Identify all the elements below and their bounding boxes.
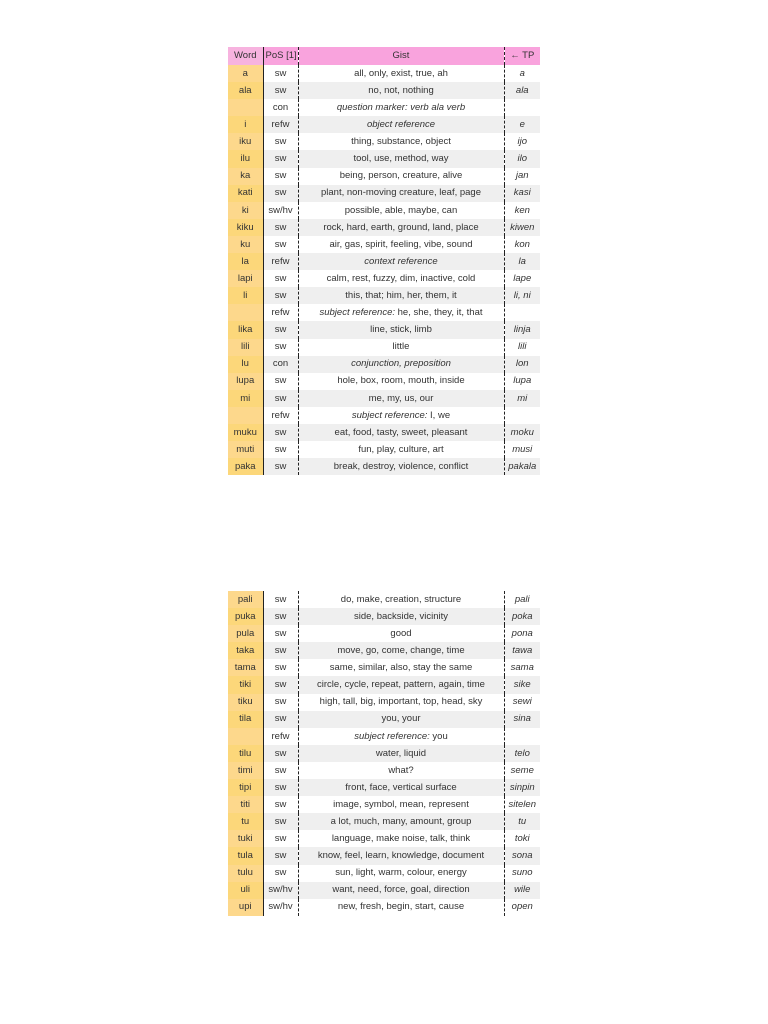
- tp-cell: pakala: [504, 458, 540, 475]
- tp-cell: musi: [512, 443, 533, 455]
- gist-cell: do, make, creation, structure: [298, 591, 504, 608]
- gist-cell: a lot, much, many, amount, group: [298, 813, 504, 830]
- word-cell: kati: [228, 185, 263, 202]
- pos-cell: sw/hv: [263, 882, 298, 899]
- table-body-1: [228, 65, 540, 475]
- table-body-2: [228, 591, 540, 916]
- table-row: [228, 762, 540, 779]
- tp-cell: sama: [510, 662, 534, 674]
- tp-cell: lape: [513, 272, 532, 284]
- table-row: [228, 625, 540, 642]
- tp-cell: e: [504, 116, 540, 133]
- table-row: [228, 728, 540, 745]
- pos-cell: sw: [263, 711, 298, 728]
- gist-text: he, she, they, it, that: [395, 307, 483, 319]
- pos-cell: sw: [263, 219, 298, 236]
- gist-cell: good: [298, 625, 504, 642]
- word-cell: mi: [228, 390, 263, 407]
- tp-cell: sinpin: [504, 779, 540, 796]
- table-row: [228, 99, 540, 116]
- pos-cell: refw: [263, 728, 298, 745]
- pos-cell: sw: [263, 642, 298, 659]
- tp-cell: sitelen: [508, 798, 536, 810]
- table-row: [228, 287, 540, 304]
- pos-cell: sw: [263, 625, 298, 642]
- word-cell: li: [228, 287, 263, 304]
- table-row: [228, 745, 540, 762]
- gist-cell: line, stick, limb: [298, 321, 504, 338]
- pos-cell: sw: [263, 591, 298, 608]
- pos-cell: sw: [263, 339, 298, 356]
- word-cell: tiki: [228, 676, 263, 693]
- word-cell: tulu: [228, 865, 263, 882]
- table-row: [228, 65, 540, 82]
- table-row: [228, 847, 540, 864]
- word-cell: ilu: [228, 150, 263, 167]
- word-cell: la: [228, 253, 263, 270]
- gist-cell: rock, hard, earth, ground, land, place: [298, 219, 504, 236]
- word-cell: [228, 407, 263, 424]
- word-cell: muku: [228, 424, 263, 441]
- pos-cell: sw: [263, 847, 298, 864]
- gist-cell: [298, 728, 504, 745]
- pos-cell: sw/hv: [263, 202, 298, 219]
- tp-cell: [504, 728, 540, 745]
- gist-text: you: [429, 730, 448, 742]
- gist-cell: move, go, come, change, time: [298, 642, 504, 659]
- tp-cell: tawa: [504, 642, 540, 659]
- word-cell: ku: [228, 236, 263, 253]
- tp-cell: poka: [504, 608, 540, 625]
- tp-cell: ijo: [517, 136, 527, 148]
- tp-cell: jan: [515, 170, 529, 182]
- pos-cell: sw: [263, 458, 298, 475]
- gist-cell: sun, light, warm, colour, energy: [298, 865, 504, 882]
- tp-cell: kon: [514, 238, 530, 250]
- word-cell: kiku: [228, 219, 263, 236]
- header-tp: ← TP: [504, 47, 540, 65]
- gist-cell: know, feel, learn, knowledge, document: [298, 847, 504, 864]
- lexicon-table-2: [228, 591, 540, 916]
- gist-cell: me, my, us, our: [298, 390, 504, 407]
- gist-cell: [298, 407, 504, 424]
- table-row: [228, 441, 540, 458]
- word-cell: titi: [228, 796, 263, 813]
- table-row: [228, 779, 540, 796]
- word-cell: tuki: [228, 830, 263, 847]
- word-cell: i: [228, 116, 263, 133]
- word-cell: lapi: [228, 270, 263, 287]
- gist-cell: circle, cycle, repeat, pattern, again, time: [298, 676, 504, 693]
- table-row: [228, 899, 540, 916]
- tp-cell: pona: [511, 627, 533, 639]
- pos-cell: sw: [263, 694, 298, 711]
- tp-cell: open: [511, 901, 533, 913]
- table-row: [228, 694, 540, 711]
- word-cell: pula: [228, 625, 263, 642]
- tp-cell: mi: [504, 390, 540, 407]
- gist-italic: object reference: [366, 119, 436, 131]
- gist-italic: subject reference:: [351, 409, 428, 421]
- table-row: [228, 458, 540, 475]
- header-word: Word: [228, 47, 263, 65]
- tp-cell: li, ni: [504, 287, 540, 304]
- tp-cell: lon: [504, 356, 540, 373]
- table-row: [228, 711, 540, 728]
- pos-cell: sw: [263, 270, 298, 287]
- gist-text: I, we: [427, 409, 451, 421]
- table-row: [228, 236, 540, 253]
- word-cell: ki: [228, 202, 263, 219]
- gist-cell: want, need, force, goal, direction: [298, 882, 504, 899]
- word-cell: lika: [228, 321, 263, 338]
- tp-cell: kasi: [504, 185, 540, 202]
- word-cell: lu: [228, 356, 263, 373]
- table-row: [228, 608, 540, 625]
- gist-cell: all, only, exist, true, ah: [298, 65, 504, 82]
- gist-cell: water, liquid: [298, 745, 504, 762]
- word-cell: [228, 728, 263, 745]
- word-cell: [228, 304, 263, 321]
- gist-cell: [298, 99, 504, 116]
- pos-cell: sw: [263, 865, 298, 882]
- table-row: [228, 356, 540, 373]
- gist-cell: air, gas, spirit, feeling, vibe, sound: [298, 236, 504, 253]
- word-cell: tu: [228, 813, 263, 830]
- tp-cell: sona: [504, 847, 540, 864]
- table-row: [228, 373, 540, 390]
- pos-cell: sw: [263, 82, 298, 99]
- gist-cell: language, make noise, talk, think: [298, 830, 504, 847]
- table-row: [228, 424, 540, 441]
- table-row: [228, 168, 540, 185]
- gist-italic: question marker: verb ala verb: [336, 101, 466, 113]
- gist-cell: calm, rest, fuzzy, dim, inactive, cold: [298, 270, 504, 287]
- table-row: [228, 219, 540, 236]
- gist-cell: image, symbol, mean, represent: [298, 796, 504, 813]
- tp-cell: sewi: [512, 696, 532, 708]
- pos-cell: sw: [263, 608, 298, 625]
- gist-cell: side, backside, vicinity: [298, 608, 504, 625]
- lexicon-table-1: [228, 47, 540, 475]
- table-row: [228, 82, 540, 99]
- word-cell: taka: [228, 642, 263, 659]
- tp-cell: la: [504, 253, 540, 270]
- gist-cell: tool, use, method, way: [298, 150, 504, 167]
- gist-italic: conjunction, preposition: [351, 358, 451, 370]
- tp-cell: a: [519, 67, 525, 79]
- pos-cell: sw: [263, 779, 298, 796]
- pos-cell: refw: [263, 407, 298, 424]
- table-row: [228, 270, 540, 287]
- gist-italic: context reference: [364, 255, 438, 267]
- table-row: [228, 882, 540, 899]
- word-cell: tila: [228, 711, 263, 728]
- gist-cell: plant, non-moving creature, leaf, page: [298, 185, 504, 202]
- gist-cell: high, tall, big, important, top, head, sky: [298, 694, 504, 711]
- gist-cell: you, your: [298, 711, 504, 728]
- word-cell: tilu: [228, 745, 263, 762]
- gist-cell: same, similar, also, stay the same: [298, 659, 504, 676]
- table-row: [228, 676, 540, 693]
- pos-cell: refw: [263, 304, 298, 321]
- pos-cell: sw: [263, 762, 298, 779]
- pos-cell: sw: [263, 441, 298, 458]
- tp-cell: ala: [504, 82, 540, 99]
- pos-cell: sw: [263, 236, 298, 253]
- table-row: [228, 659, 540, 676]
- pos-cell: sw: [263, 390, 298, 407]
- table-row: [228, 407, 540, 424]
- header-pos: PoS [1]: [263, 47, 298, 65]
- tp-cell: sike: [504, 676, 540, 693]
- gist-cell: hole, box, room, mouth, inside: [298, 373, 504, 390]
- word-cell: timi: [228, 762, 263, 779]
- pos-cell: sw: [263, 830, 298, 847]
- pos-cell: refw: [263, 253, 298, 270]
- table-row: [228, 642, 540, 659]
- word-cell: puka: [228, 608, 263, 625]
- pos-cell: con: [263, 99, 298, 116]
- word-cell: paka: [228, 458, 263, 475]
- gist-italic: subject reference:: [319, 307, 395, 319]
- word-cell: tama: [228, 659, 263, 676]
- tp-cell: [504, 99, 540, 116]
- tp-cell: wile: [504, 882, 540, 899]
- gist-cell: fun, play, culture, art: [298, 441, 504, 458]
- table-row: [228, 830, 540, 847]
- gist-cell: thing, substance, object: [298, 133, 504, 150]
- tp-cell: ilo: [504, 150, 540, 167]
- gist-cell: being, person, creature, alive: [298, 168, 504, 185]
- pos-cell: sw/hv: [263, 899, 298, 916]
- table-row: [228, 133, 540, 150]
- gist-cell: little: [298, 339, 504, 356]
- header-gist: Gist: [298, 47, 504, 65]
- word-cell: tipi: [228, 779, 263, 796]
- pos-cell: sw: [263, 321, 298, 338]
- gist-cell: no, not, nothing: [298, 82, 504, 99]
- gist-cell: front, face, vertical surface: [298, 779, 504, 796]
- word-cell: a: [228, 65, 263, 82]
- word-cell: ka: [228, 168, 263, 185]
- tp-cell: telo: [504, 745, 540, 762]
- tp-cell: ken: [514, 204, 530, 216]
- gist-cell: [298, 116, 504, 133]
- pos-cell: sw: [263, 796, 298, 813]
- tp-cell: pali: [514, 593, 530, 605]
- pos-cell: sw: [263, 150, 298, 167]
- pos-cell: con: [263, 356, 298, 373]
- pos-cell: sw: [263, 745, 298, 762]
- table-row: [228, 321, 540, 338]
- gist-italic: subject reference:: [354, 730, 430, 742]
- gist-cell: possible, able, maybe, can: [298, 202, 504, 219]
- word-cell: lili: [228, 339, 263, 356]
- word-cell: [228, 99, 263, 116]
- table-row: [228, 202, 540, 219]
- gist-cell: new, fresh, begin, start, cause: [298, 899, 504, 916]
- gist-cell: eat, food, tasty, sweet, pleasant: [298, 424, 504, 441]
- pos-cell: sw: [263, 676, 298, 693]
- pos-cell: sw: [263, 65, 298, 82]
- tp-cell: toki: [514, 833, 530, 845]
- table-row: [228, 591, 540, 608]
- table-row: [228, 865, 540, 882]
- word-cell: uli: [228, 882, 263, 899]
- pos-cell: sw: [263, 287, 298, 304]
- tp-cell: sina: [504, 711, 540, 728]
- gist-cell: [298, 304, 504, 321]
- pos-cell: sw: [263, 424, 298, 441]
- pos-cell: refw: [263, 116, 298, 133]
- gist-cell: [298, 356, 504, 373]
- pos-cell: sw: [263, 373, 298, 390]
- tp-cell: seme: [510, 764, 534, 776]
- gist-cell: this, that; him, her, them, it: [298, 287, 504, 304]
- gist-cell: what?: [298, 762, 504, 779]
- pos-cell: sw: [263, 659, 298, 676]
- tp-cell: tu: [504, 813, 540, 830]
- table-row: [228, 150, 540, 167]
- table-row: [228, 253, 540, 270]
- table-row: [228, 813, 540, 830]
- table-row: [228, 796, 540, 813]
- tp-cell: lupa: [513, 375, 532, 387]
- gist-cell: break, destroy, violence, conflict: [298, 458, 504, 475]
- word-cell: tiku: [228, 694, 263, 711]
- pos-cell: sw: [263, 813, 298, 830]
- pos-cell: sw: [263, 185, 298, 202]
- word-cell: tula: [228, 847, 263, 864]
- tp-cell: [504, 407, 540, 424]
- table-header-row: [228, 47, 540, 65]
- tp-cell: kiwen: [504, 219, 540, 236]
- table-row: [228, 304, 540, 321]
- word-cell: iku: [228, 133, 263, 150]
- tp-cell: linja: [504, 321, 540, 338]
- word-cell: ala: [228, 82, 263, 99]
- tp-cell: lili: [518, 341, 527, 353]
- pos-cell: sw: [263, 168, 298, 185]
- word-cell: lupa: [228, 373, 263, 390]
- word-cell: muti: [228, 441, 263, 458]
- table-row: [228, 185, 540, 202]
- table-row: [228, 116, 540, 133]
- table-row: [228, 390, 540, 407]
- word-cell: pali: [228, 591, 263, 608]
- gist-cell: [298, 253, 504, 270]
- word-cell: upi: [228, 899, 263, 916]
- tp-cell: suno: [511, 867, 533, 879]
- tp-cell: moku: [504, 424, 540, 441]
- table-row: [228, 339, 540, 356]
- tp-cell: [504, 304, 540, 321]
- pos-cell: sw: [263, 133, 298, 150]
